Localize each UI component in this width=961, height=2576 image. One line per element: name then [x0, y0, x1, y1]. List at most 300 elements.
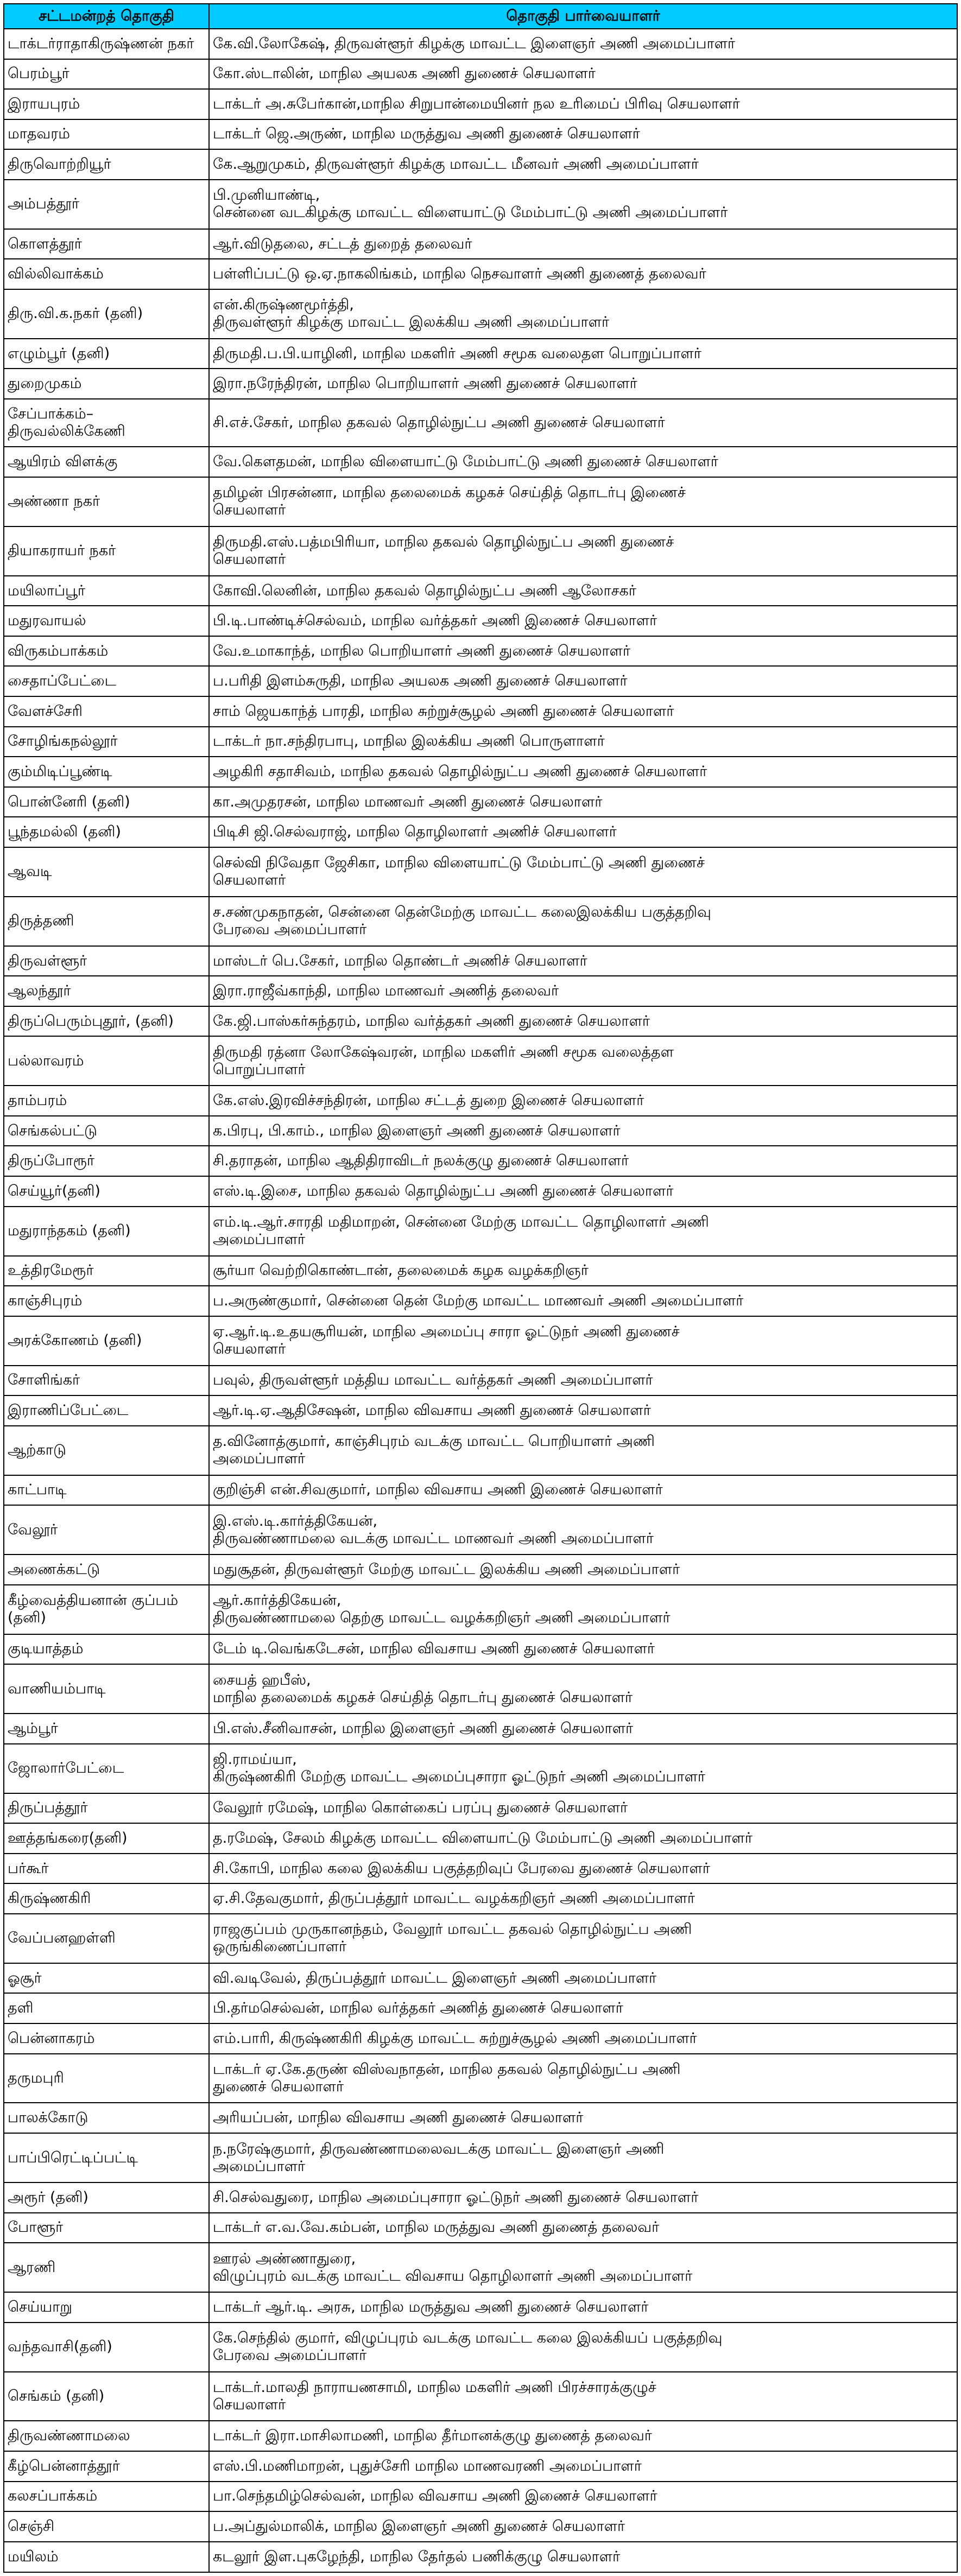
table-row — [4, 976, 957, 1006]
table-row — [4, 2133, 957, 2182]
table-row — [4, 576, 957, 606]
observer-cell — [209, 1883, 957, 1914]
observer-cell — [209, 1793, 957, 1824]
constituency-cell: காஞ்சிபுரம் — [4, 1286, 209, 1316]
observer-line: சையத் ஹபீஸ், — [213, 1671, 311, 1689]
observer-line: இரா.நரேந்திரன், மாநில பொறியாளர் அணி துணைச் செயலாளர் — [213, 375, 637, 392]
constituency-cell: துறைமுகம் — [4, 369, 209, 399]
table-row — [4, 1256, 957, 1286]
table-row — [4, 1395, 957, 1426]
observer-cell — [209, 2243, 957, 2292]
observer-cell — [209, 636, 957, 667]
constituency-cell: பர்கூர் — [4, 1854, 209, 1884]
table-row — [4, 897, 957, 946]
observer-line: அரியப்பன், மாநில விவசாய அணி துணைச் செயலாளர் — [213, 2109, 584, 2127]
table-row — [4, 1366, 957, 1396]
observer-line: த.ரமேஷ், சேலம் கிழக்கு மாவட்ட விளையாட்டு மேம்பாட்டு அணி அமைப்பாளர் — [213, 1830, 753, 1847]
table-row — [4, 2054, 957, 2103]
table-row — [4, 289, 957, 339]
table-row — [4, 1823, 957, 1854]
observer-line: செயலாளர் — [213, 872, 286, 889]
observer-cell — [209, 2054, 957, 2103]
observer-line: டாக்டர்.மாலதி நாராயணசாமி, மாநில மகளிர் அணி பிரச்சாரக்குழுச் — [213, 2379, 656, 2396]
observer-cell — [209, 847, 957, 897]
constituency-cell: சேப்பாக்கம்–திருவல்லிக்கேணி — [4, 399, 209, 447]
table-row — [4, 1914, 957, 1963]
observer-cell — [209, 1505, 957, 1555]
constituency-cell: பாப்பிரெட்டிப்பட்டி — [4, 2133, 209, 2182]
observer-line: திருமதி ரத்னா லோகேஷ்வரன், மாநில மகளிர் அணி சமூக வலைத்தள — [213, 1043, 674, 1061]
observer-line: செயலாளர் — [213, 1341, 286, 1358]
observer-line: பி.தர்மசெல்வன், மாநில வர்த்தகர் அணித் துணைச் செயலாளர் — [213, 2000, 623, 2017]
constituency-cell: வில்லிவாக்கம் — [4, 259, 209, 289]
observer-line: ச.சண்முகநாதன், சென்னை தென்மேற்கு மாவட்ட கலைஇலக்கிய பகுத்தறிவு — [213, 904, 711, 921]
observer-cell — [209, 1286, 957, 1316]
observer-cell — [209, 149, 957, 180]
observer-cell — [209, 259, 957, 289]
constituency-cell: திரு.வி.க.நகர் (தனி) — [4, 289, 209, 339]
table-row — [4, 1555, 957, 1585]
table-row — [4, 1426, 957, 1475]
table-row — [4, 946, 957, 976]
constituency-cell: போளூர் — [4, 2213, 209, 2243]
constituency-cell: சோளிங்கர் — [4, 1366, 209, 1396]
table-row — [4, 59, 957, 90]
observer-line: திருமதி.ப.பி.யாழினி, மாநில மகளிர் அணி சமூக வலைதள பொறுப்பாளர் — [213, 345, 701, 362]
table-row — [4, 1993, 957, 2023]
observer-cell — [209, 526, 957, 576]
observer-line: கா.அமுதரசன், மாநில மாணவர் அணி துணைச் செயலாளர் — [213, 793, 603, 810]
observer-line: இ.எஸ்.டி.கார்த்திகேயன், — [213, 1512, 378, 1530]
constituency-cell: திருப்போரூர் — [4, 1146, 209, 1176]
observer-cell — [209, 757, 957, 787]
constituency-cell: கலசப்பாக்கம் — [4, 2482, 209, 2512]
table-row — [4, 399, 957, 447]
constituency-cell: திருவொற்றியூர் — [4, 149, 209, 180]
table-row — [4, 2213, 957, 2243]
table-row — [4, 89, 957, 119]
observer-cell — [209, 119, 957, 150]
observer-cell — [209, 399, 957, 447]
observer-line: ந.நரேஷ்குமார், திருவண்ணாமலைவடக்கு மாவட்ட இளைஞர் அணி — [213, 2140, 665, 2158]
table-row — [4, 2372, 957, 2421]
observer-cell — [209, 1744, 957, 1793]
constituency-cell: திருப்பெரும்புதூர், (தனி) — [4, 1006, 209, 1037]
constituency-cell: திருப்பத்தூர் — [4, 1793, 209, 1824]
table-row — [4, 339, 957, 369]
table-row — [4, 1505, 957, 1555]
observer-cell — [209, 2451, 957, 2482]
observer-line: மாஸ்டர் பெ.சேகர், மாநில தொண்டர் அணிச் செயலாளர் — [213, 952, 587, 969]
observer-cell — [209, 447, 957, 477]
observer-cell — [209, 289, 957, 339]
table-row — [4, 2243, 957, 2292]
observer-cell — [209, 1426, 957, 1475]
constituency-cell: விருகம்பாக்கம் — [4, 636, 209, 667]
table-row — [4, 2542, 957, 2572]
observer-cell — [209, 2103, 957, 2133]
constituency-cell: கீழ்பென்னாத்தூர் — [4, 2451, 209, 2482]
observer-line: செயலாளர் — [213, 551, 286, 568]
table-row — [4, 1316, 957, 1366]
table-row — [4, 1664, 957, 1714]
observer-line: டாக்டர் நா.சந்திரபாபு, மாநில இலக்கிய அணி பொருளாளர் — [213, 733, 605, 750]
constituency-cell: அரூர் (தனி) — [4, 2182, 209, 2213]
observer-line: சி.தராதன், மாநில ஆதிதிராவிடர் நலக்குழு துணைச் செயலாளர் — [213, 1152, 629, 1170]
constituency-cell: மதுராந்தகம் (தனி) — [4, 1207, 209, 1256]
observer-cell — [209, 2182, 957, 2213]
observer-line: ப.அப்துல்மாலிக், மாநில இளைஞர் அணி துணைச் செயலாளர் — [213, 2517, 625, 2535]
table-row — [4, 2292, 957, 2323]
observer-line: டேம் டி.வெங்கடேசன், மாநில விவசாய அணி துணைச் செயலாளர் — [213, 1640, 655, 1658]
constituency-cell: செய்யாறு — [4, 2292, 209, 2323]
observer-line: மதுசூதன், திருவள்ளூர் மேற்கு மாவட்ட இலக்கிய அணி அமைப்பாளர் — [213, 1560, 680, 1578]
constituency-cell: செங்கம் (தனி) — [4, 2372, 209, 2421]
table-row — [4, 1475, 957, 1506]
constituency-cell: ஆயிரம் விளக்கு — [4, 447, 209, 477]
observer-line: எம்.பாரி, கிருஷ்ணகிரி கிழக்கு மாவட்ட சுற்றுச்சூழல் அணி அமைப்பாளர் — [213, 2029, 697, 2047]
table-row — [4, 2323, 957, 2372]
constituency-cell: கும்மிடிப்பூண்டி — [4, 757, 209, 787]
header-constituency: சட்டமன்றத் தொகுதி — [4, 4, 209, 29]
observer-line: சி.செல்வதுரை, மாநில அமைப்புசாரா ஓட்டுநர் அணி துணைச் செயலாளர் — [213, 2188, 699, 2206]
constituency-cell: ஆரணி — [4, 2243, 209, 2292]
constituency-cell: கிருஷ்ணகிரி — [4, 1883, 209, 1914]
observer-cell — [209, 696, 957, 727]
observer-line: சி.கோபி, மாநில கலை இலக்கிய பகுத்தறிவுப் பேரவை துணைச் செயலாளர் — [213, 1860, 710, 1877]
observer-line: செல்வி நிவேதா ஜேசிகா, மாநில விளையாட்டு மேம்பாட்டு அணி துணைச் — [213, 854, 705, 872]
observer-cell — [209, 339, 957, 369]
observer-line: பா.செந்தமிழ்செல்வன், மாநில விவசாய அணி இணைச் செயலாளர் — [213, 2488, 657, 2505]
constituency-cell: திருவண்ணாமலை — [4, 2421, 209, 2451]
observer-line: கே.வி.லோகேஷ், திருவள்ளூர் கிழக்கு மாவட்ட இளைஞர் அணி அமைப்பாளர் — [213, 35, 736, 52]
observer-cell — [209, 1634, 957, 1665]
table-row — [4, 787, 957, 817]
observer-line: ஏ.சி.தேவகுமார், திருப்பத்தூர் மாவட்ட வழக்கறிஞர் அணி அமைப்பாளர் — [213, 1890, 695, 1907]
observer-cell — [209, 1664, 957, 1714]
constituency-cell: பெரம்பூர் — [4, 59, 209, 90]
observer-line: ராஜகுப்பம் முருகானந்தம், வேலூர் மாவட்ட தகவல் தொழில்நுட்ப அணி — [213, 1921, 692, 1938]
observer-line: கே.ஆறுமுகம், திருவள்ளூர் கிழக்கு மாவட்ட மீனவர் அணி அமைப்பாளர் — [213, 156, 699, 173]
constituency-cell: ஆம்பூர் — [4, 1714, 209, 1744]
constituency-cell: சோழிங்கநல்லூர் — [4, 727, 209, 757]
table-row — [4, 180, 957, 229]
table-row — [4, 1006, 957, 1037]
observer-line: எஸ்.பி.மணிமாறன், புதுச்சேரி மாநில மாணவரணி அமைப்பாளர் — [213, 2457, 642, 2475]
constituency-cell: பாலக்கோடு — [4, 2103, 209, 2133]
observer-cell — [209, 1714, 957, 1744]
observer-cell — [209, 2323, 957, 2372]
observer-line: என்.கிருஷ்ணமூர்த்தி, — [213, 296, 354, 314]
observer-line: ஊரல் அண்ணாதுரை, — [213, 2250, 356, 2267]
observer-cell — [209, 2421, 957, 2451]
observer-cell — [209, 576, 957, 606]
table-row — [4, 2023, 957, 2054]
constituency-cell: அண்ணா நகர் — [4, 477, 209, 526]
table-row — [4, 1744, 957, 1793]
observer-line: இரா.ராஜீவ்காந்தி, மாநில மாணவர் அணித் தலைவர் — [213, 982, 559, 1000]
observer-line: கே.ஜி.பாஸ்கர்சுந்தரம், மாநில வர்த்தகர் அணி துணைச் செயலாளர் — [213, 1012, 650, 1030]
constituency-cell: பொன்னேரி (தனி) — [4, 787, 209, 817]
constituency-cell: ஜோலார்பேட்டை — [4, 1744, 209, 1793]
observer-line: பள்ளிப்பட்டு ஒ.ஏ.நாகலிங்கம், மாநில நெசவாளர் அணி துணைத் தலைவர் — [213, 265, 706, 283]
observer-cell — [209, 1256, 957, 1286]
constituency-cell: பென்னாகரம் — [4, 2023, 209, 2054]
constituency-cell: ஆற்காடு — [4, 1426, 209, 1475]
table-row — [4, 1854, 957, 1884]
observer-line: சி.எச்.சேகர், மாநில தகவல் தொழில்நுட்ப அணி துணைச் செயலாளர் — [213, 414, 665, 432]
constituency-cell: ஊத்தங்கரை(தனி) — [4, 1823, 209, 1854]
observer-line: ஆர்.விடுதலை, சட்டத் துறைத் தலைவர் — [213, 235, 472, 252]
table-row — [4, 2103, 957, 2133]
observer-line: பொறுப்பாளர் — [213, 1061, 306, 1078]
observer-line: பிடிசி ஜி.செல்வராஜ், மாநில தொழிலாளர் அணிச் செயலாளர் — [213, 823, 617, 841]
table-body — [4, 29, 957, 2572]
table-row — [4, 1793, 957, 1824]
observer-line: வே.உமாகாந்த், மாநில பொறியாளர் அணி துணைச் செயலாளர் — [213, 642, 631, 659]
table-row — [4, 1883, 957, 1914]
table-row — [4, 229, 957, 259]
constituency-cell: திருவள்ளூர் — [4, 946, 209, 976]
constituency-cell: வாணியம்பாடி — [4, 1664, 209, 1714]
constituency-cell: தாம்பரம் — [4, 1086, 209, 1116]
observer-line: டாக்டர் அ.சுபேர்கான்,மாநில சிறுபான்மையினர் நல உரிமைப் பிரிவு செயலாளர் — [213, 95, 740, 112]
observer-line: எம்.டி.ஆர்.சாரதி மதிமாறன், சென்னை மேற்கு மாவட்ட தொழிலாளர் அணி — [213, 1214, 709, 1231]
constituency-cell: எழும்பூர் (தனி) — [4, 339, 209, 369]
observer-line: ஜி.ராமய்யா, — [213, 1751, 297, 1768]
table-row — [4, 666, 957, 696]
observer-line: அமைப்பாளர் — [213, 1231, 306, 1248]
table-row — [4, 1086, 957, 1116]
constituency-cell: அரக்கோணம் (தனி) — [4, 1316, 209, 1366]
observer-cell — [209, 477, 957, 526]
observer-cell — [209, 1036, 957, 1086]
table-row — [4, 606, 957, 636]
observer-cell — [209, 2542, 957, 2572]
observer-line: டாக்டர் ஏ.கே.தருண் விஸ்வநாதன், மாநில தகவல் தொழில்நுட்ப அணி — [213, 2061, 681, 2078]
observer-cell — [209, 727, 957, 757]
observer-line: சாம் ஜெயகாந்த் பாரதி, மாநில சுற்றுச்சூழல் அணி துணைச் செயலாளர் — [213, 702, 674, 720]
table-header-row — [4, 4, 957, 29]
observer-line: ஆர்.கார்த்திகேயன், — [213, 1592, 342, 1609]
constituency-cell: உத்திரமேரூர் — [4, 1256, 209, 1286]
constituency-cell: கொளத்தூர் — [4, 229, 209, 259]
observer-cell — [209, 2292, 957, 2323]
table-row — [4, 1585, 957, 1634]
constituency-cell: வேளச்சேரி — [4, 696, 209, 727]
table-row — [4, 1176, 957, 1207]
constituency-cell: காட்பாடி — [4, 1475, 209, 1506]
constituency-cell: வேலூர் — [4, 1505, 209, 1555]
constituency-cell: மயிலம் — [4, 2542, 209, 2572]
table-row — [4, 1286, 957, 1316]
observer-cell — [209, 817, 957, 847]
observer-cell — [209, 2372, 957, 2421]
table-row — [4, 369, 957, 399]
observer-line: செயலாளர் — [213, 502, 286, 519]
constituency-cell: மதுரவாயல் — [4, 606, 209, 636]
observer-cell — [209, 2133, 957, 2182]
constituency-cell: வேப்பனஹள்ளி — [4, 1914, 209, 1963]
observer-line: பி.டி.பாண்டிச்செல்வம், மாநில வர்த்தகர் அணி இணைச் செயலாளர் — [213, 612, 657, 630]
constituency-cell: சைதாப்பேட்டை — [4, 666, 209, 696]
constituency-cell: பூந்தமல்லி (தனி) — [4, 817, 209, 847]
constituency-cell: ஆலந்தூர் — [4, 976, 209, 1006]
observer-cell — [209, 976, 957, 1006]
observer-cell — [209, 1823, 957, 1854]
observer-cell — [209, 1176, 957, 1207]
observer-cell — [209, 59, 957, 90]
observer-cell — [209, 1395, 957, 1426]
observer-line: டாக்டர் எ.வ.வே.கம்பன், மாநில மருத்துவ அணி துணைத் தலைவர் — [213, 2219, 660, 2236]
observer-cell — [209, 1963, 957, 1994]
table-row — [4, 1036, 957, 1086]
observer-line: மாநில தலைமைக் கழகச் செய்தித் தொடர்பு துணைச் செயலாளர் — [213, 1689, 633, 1706]
observer-line: தமிழன் பிரசன்னா, மாநில தலைமைக் கழகச் செய்தித் தொடர்பு இணைச் — [213, 484, 686, 502]
observer-line: அமைப்பாளர் — [213, 2158, 306, 2175]
observer-line: திருவண்ணாமலை வடக்கு மாவட்ட மாணவர் அணி அமைப்பாளர் — [213, 1530, 654, 1547]
observer-table — [3, 3, 958, 2573]
observer-cell — [209, 229, 957, 259]
constituency-cell: கீழ்வைத்தியனான் குப்பம் (தனி) — [4, 1585, 209, 1634]
observer-line: திருவண்ணாமலை தெற்கு மாவட்ட வழக்கறிஞர் அணி அமைப்பாளர் — [213, 1609, 671, 1627]
observer-line: க.பிரபு, பி.காம்., மாநில இளைஞர் அணி துணைச் செயலாளர் — [213, 1122, 621, 1139]
observer-line: விழுப்புரம் வடக்கு மாவட்ட விவசாய தொழிலாளர் அணி அமைப்பாளர் — [213, 2267, 693, 2285]
observer-line: வேலூர் ரமேஷ், மாநில கொள்கைப் பரப்பு துணைச் செயலாளர் — [213, 1799, 628, 1817]
observer-cell — [209, 1146, 957, 1176]
constituency-cell: செஞ்சி — [4, 2511, 209, 2542]
observer-cell — [209, 1366, 957, 1396]
table-row — [4, 477, 957, 526]
constituency-cell: திருத்தணி — [4, 897, 209, 946]
observer-cell — [209, 89, 957, 119]
observer-line: கே.எஸ்.இரவிச்சந்திரன், மாநில சட்டத் துறை இணைச் செயலாளர் — [213, 1092, 644, 1109]
table-row — [4, 259, 957, 289]
observer-cell — [209, 897, 957, 946]
observer-line: டாக்டர் ஆர்.டி. அரசு, மாநில மருத்துவ அணி துணைச் செயலாளர் — [213, 2298, 649, 2315]
table-row — [4, 2482, 957, 2512]
observer-line: சென்னை வடகிழக்கு மாவட்ட விளையாட்டு மேம்பாட்டு அணி அமைப்பாளர் — [213, 204, 728, 221]
observer-line: பேரவை அமைப்பாளர் — [213, 2347, 367, 2364]
header-observer: தொகுதி பார்வையாளர் — [209, 4, 957, 29]
observer-cell — [209, 1914, 957, 1963]
table-row — [4, 1116, 957, 1146]
constituency-cell: இராயபுரம் — [4, 89, 209, 119]
observer-cell — [209, 2213, 957, 2243]
observer-line: எஸ்.டி.இசை, மாநில தகவல் தொழில்நுட்ப அணி துணைச் செயலாளர் — [213, 1182, 674, 1200]
table-row — [4, 2182, 957, 2213]
table-row — [4, 447, 957, 477]
constituency-cell: அணைக்கட்டு — [4, 1555, 209, 1585]
table-row — [4, 636, 957, 667]
observer-line: டாக்டர் இரா.மாசிலாமணி, மாநில தீர்மானக்குழு துணைத் தலைவர் — [213, 2427, 652, 2445]
table-row — [4, 1963, 957, 1994]
constituency-cell: டாக்டர்ராதாகிருஷ்ணன் நகர் — [4, 29, 209, 59]
observer-cell — [209, 1116, 957, 1146]
constituency-cell: மாதவரம் — [4, 119, 209, 150]
constituency-cell: தளி — [4, 1993, 209, 2023]
observer-line: சூர்யா வெற்றிகொண்டான், தலைமைக் கழக வழக்கறிஞர் — [213, 1262, 589, 1279]
observer-line: கே.செந்தில் குமார், விழுப்புரம் வடக்கு மாவட்ட கலை இலக்கியப் பகுத்தறிவு — [213, 2330, 723, 2347]
observer-line: டாக்டர் ஜெ.அருண், மாநில மருத்துவ அணி துணைச் செயலாளர் — [213, 125, 640, 143]
table-row — [4, 29, 957, 59]
observer-cell — [209, 946, 957, 976]
constituency-cell: தருமபுரி — [4, 2054, 209, 2103]
observer-cell — [209, 1086, 957, 1116]
observer-line: பேரவை அமைப்பாளர் — [213, 921, 367, 938]
table-row — [4, 817, 957, 847]
observer-line: திருவள்ளூர் கிழக்கு மாவட்ட இலக்கிய அணி அமைப்பாளர் — [213, 314, 610, 331]
constituency-cell: மயிலாப்பூர் — [4, 576, 209, 606]
observer-cell — [209, 2511, 957, 2542]
observer-cell — [209, 2482, 957, 2512]
observer-line: திருமதி.எஸ்.பத்மபிரியா, மாநில தகவல் தொழில்நுட்ப அணி துணைச் — [213, 534, 674, 551]
observer-line: அழகிரி சதாசிவம், மாநில தகவல் தொழில்நுட்ப அணி துணைச் செயலாளர் — [213, 763, 707, 780]
table-row — [4, 1714, 957, 1744]
observer-cell — [209, 1993, 957, 2023]
observer-cell — [209, 2023, 957, 2054]
observer-line: ஆர்.டி.ஏ.ஆதிசேஷன், மாநில விவசாய அணி துணைச் செயலாளர் — [213, 1401, 651, 1419]
observer-line: பி.எஸ்.சீனிவாசன், மாநில இளைஞர் அணி துணைச் செயலாளர் — [213, 1720, 634, 1737]
observer-cell — [209, 787, 957, 817]
observer-cell — [209, 1555, 957, 1585]
observer-cell — [209, 666, 957, 696]
constituency-cell: குடியாத்தம் — [4, 1634, 209, 1665]
table-row — [4, 757, 957, 787]
table-row — [4, 727, 957, 757]
constituency-cell: செய்யூர்(தனி) — [4, 1176, 209, 1207]
constituency-cell: செங்கல்பட்டு — [4, 1116, 209, 1146]
observer-cell — [209, 1585, 957, 1634]
table-row — [4, 696, 957, 727]
observer-line: செயலாளர் — [213, 2396, 286, 2413]
observer-line: ஏ.ஆர்.டி.உதயசூரியன், மாநில அமைப்பு சாரா ஓட்டுநர் அணி துணைச் — [213, 1323, 680, 1341]
table-row — [4, 526, 957, 576]
constituency-cell: இராணிப்பேட்டை — [4, 1395, 209, 1426]
observer-line: பி.முனியாண்டி, — [213, 187, 320, 204]
constituency-cell: பல்லாவரம் — [4, 1036, 209, 1086]
observer-cell — [209, 1316, 957, 1366]
observer-cell — [209, 369, 957, 399]
table-row — [4, 2421, 957, 2451]
observer-line: கோ.ஸ்டாலின், மாநில அயலக அணி துணைச் செயலாளர் — [213, 65, 596, 83]
constituency-cell: ஆவடி — [4, 847, 209, 897]
observer-cell — [209, 1854, 957, 1884]
observer-cell — [209, 1207, 957, 1256]
table-row — [4, 1207, 957, 1256]
table-row — [4, 149, 957, 180]
observer-line: வி.வடிவேல், திருப்பத்தூர் மாவட்ட இளைஞர் அணி அமைப்பாளர் — [213, 1969, 657, 1987]
table-row — [4, 1634, 957, 1665]
observer-line: குறிஞ்சி என்.சிவகுமார், மாநில விவசாய அணி இணைச் செயலாளர் — [213, 1481, 663, 1499]
constituency-cell: தியாகராயர் நகர் — [4, 526, 209, 576]
observer-line: ப.அருண்குமார், சென்னை தென் மேற்கு மாவட்ட மாணவர் அணி அமைப்பாளர் — [213, 1292, 744, 1309]
observer-line: பவுல், திருவள்ளூர் மத்திய மாவட்ட வர்த்தகர் அணி அமைப்பாளர் — [213, 1372, 653, 1389]
observer-line: அமைப்பாளர் — [213, 1450, 306, 1468]
observer-line: கோவி.லெனின், மாநில தகவல் தொழில்நுட்ப அணி ஆலோசகர் — [213, 582, 636, 599]
observer-line: துணைச் செயலாளர் — [213, 2078, 344, 2095]
observer-line: ஒருங்கிணைப்பாளர் — [213, 1938, 347, 1956]
table-row — [4, 847, 957, 897]
observer-line: ப.பரிதி இளம்சுருதி, மாநில அயலக அணி துணைச் செயலாளர் — [213, 672, 628, 690]
table-row — [4, 2511, 957, 2542]
constituency-cell: ஓசூர் — [4, 1963, 209, 1994]
observer-cell — [209, 29, 957, 59]
observer-line: த.வினோத்குமார், காஞ்சிபுரம் வடக்கு மாவட்ட பொறியாளர் அணி — [213, 1433, 655, 1450]
observer-cell — [209, 606, 957, 636]
observer-cell — [209, 180, 957, 229]
observer-line: கடலூர் இள.புகழேந்தி, மாநில தேர்தல் பணிக்குழு செயலாளர் — [213, 2548, 621, 2565]
